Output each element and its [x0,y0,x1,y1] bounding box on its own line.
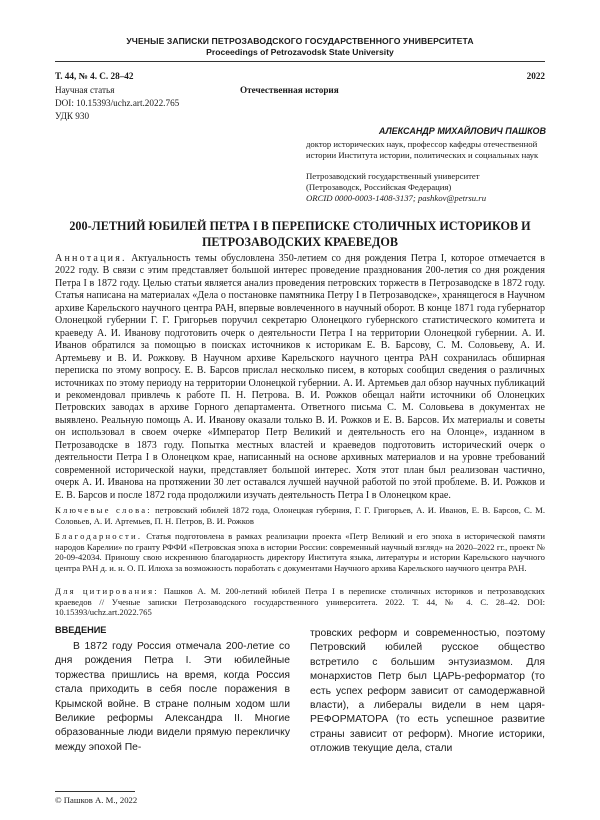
citation-label: Для цитирования: [55,586,159,596]
copyright: © Пашков А. М., 2022 [55,795,138,805]
journal-title-english: Proceedings of Petrozavodsk State University [206,47,394,57]
acknowledgments-label: Благодарности. [55,531,143,541]
abstract-label: Аннотация. [55,253,127,264]
intro-left-column [55,640,290,755]
author-city: (Петрозаводск, Российская Федерация) [306,182,452,192]
volume-pages: Т. 44, № 4. С. 28–42 [55,71,134,81]
section-heading: ВВЕДЕНИЕ [55,625,107,635]
intro-right-column: тровских реформ и современностью, поэтому Петровский юбилей русское общество встретило с большим энтузиазмом. Для монархистов Петр был ЦАРЬ-реформатор (то есть успех реформ зависит от самодержавной власти), а либералы видели в нем царя-РЕФОРМАТОРА (то есть успешное развитие страны зависит от реформ). Многие историки, отложив текущие дела, стали [310,628,545,755]
article-title: 200-ЛЕТНИЙ ЮБИЛЕЙ ПЕТРА I В ПЕРЕПИСКЕ СТОЛИЧНЫХ ИСТОРИКОВ И ПЕТРОЗАВОДСКИХ КРАЕВЕДОВ [69,219,531,249]
keywords [55,505,545,526]
publication-year: 2022 [526,71,545,81]
author-position: доктор исторических наук, профессор кафедры отечественной истории Института истории, политических и социальных наук [306,139,539,160]
article-type: Научная статья [55,85,115,95]
author-orcid-email[interactable]: ORCID 0000-0003-1408-3137; pashkov@petrsu.ru [306,193,487,203]
keywords-text: петровский юбилей 1872 года, Олонецкая губерния, Г. Г. Григорьев, А. И. Иванов, Е. В. Барсов, С. М. Соловьев, А. И. Артемьев, П. Н. Петров, В. И. Рожков [55,505,545,526]
citation-text: Пашков А. М. 200-летний юбилей Петра I в переписке столичных историков и петрозаводских краеведов // Ученые записки Петрозаводского государственного университета. 2022. Т. 44, № 4. С. 28–42. DOI: 10.15393/uchz.art.2022.765 [55,586,545,618]
keywords-label: Ключевые слова: [55,505,152,515]
journal-title: УЧЕНЫЕ ЗАПИСКИ ПЕТРОЗАВОДСКОГО ГОСУДАРСТВЕННОГО УНИВЕРСИТЕТА [126,36,474,46]
citation [55,586,545,618]
udc: УДК 930 [55,111,90,121]
header-divider [55,61,545,62]
doi[interactable]: DOI: 10.15393/uchz.art.2022.765 [55,98,180,108]
author-name: АЛЕКСАНДР МИХАЙЛОВИЧ ПАШКОВ [378,126,546,136]
footnote-divider [55,791,135,792]
abstract-text: Актуальность темы обусловлена 350-летием со дня рождения Петра I, которое отмечается в 2022 году. В связи с этим представляет большой интерес проведение празднования 200-летия со дня рождения Петра I в 1872 году. Целью статьи является анализ проведения петровских торжеств в Петрозаводске в 1872 году. Статья написана на материалах «Дела о постановке памятника Петру I в Петрозаводске», хранящегося в Научном архиве Карельского научного центра РАН, впервые вовлеченного в научный оборот. В конце 1871 года губернатор Олонецкой губернии Г. Г. Григорьев поручил секретарю Олонецкого губернского статистического комитета и краеведу А. И. Иванову подготовить очерк о деятельности Петра I на территории Олонецкой губернии. А. И. Иванов обратился за помощью в поисках источников к историкам Е. В. Барсову, С. М. Соловьеву, А. И. Артемьеву и В. И. Рожкову. В Научном архиве Карельского научного центра РАН сохранилась обширная переписка по этому вопросу. Е. В. Барсов прислал несколько писем, в которых сообщил сведения о различных источниках по этому периоду на территории Олонецкой губернии. А. И. Артемьев дал обзор научных публикаций и рекомендовал привлечь к работе П. Н. Петрова. В. И. Рожков обещал найти источники об Олонецких Петровских заводах в архиве Горного департамента. Ответного письма С. М. Соловьева в документах не выявлено. Реальную помощь А. И. Иванову оказали только В. И. Рожков и Е. В. Барсов. Их материалы и советы он использовал в своем очерке «Император Петр Великий и деятельность его на Олонце», изданном в Петрозаводске в 1873 году. Попытка местных властей и краеведов подготовить исторический очерк о деятельности Петра I в Олонецком крае, написанный на основе архивных материалов и на уровне требований современной исторической науки, представляет большой интерес. Хотя этот план был реализован частично, очерк А. И. Иванова на протяжении 30 лет оставался лучшей научной работой по этой проблеме. В. И. Рожков и Е. В. Барсов и после 1872 года продолжили изучать деятельность Петра I в Олонецком крае. [55,253,545,501]
journal-section: Отечественная история [240,85,339,95]
intro-left-text: В 1872 году Россия отмечала 200-летие со дня рождения Петра I. Эти юбилейные торжества пришлись на время, когда Россия стала приходить в себя после поражения в Крымской войне. В стране полным ходом шли Великие реформы Александра II. Многие образованные люди видели прямую перекличку между эпохой Пе- [55,641,290,753]
abstract [55,253,545,502]
author-university: Петрозаводский государственный университет [306,171,480,181]
acknowledgments-text: Статья подготовлена в рамках реализации проекта «Петр Великий и его эпоха в исторической памяти народов Карелии» по гранту РФФИ «Петровская эпоха в истории России: современный научный взгляд» на 2020–2022 гг., проект № 20-09-42034. Приношу свою искреннюю благодарность директору Института языка, литературы и истории Карельского научного центра РАН д. и. н. О. П. Илюха за возможность поработать с документами Научного архива Карельского научного центра РАН. [55,531,545,573]
acknowledgments [55,531,545,573]
